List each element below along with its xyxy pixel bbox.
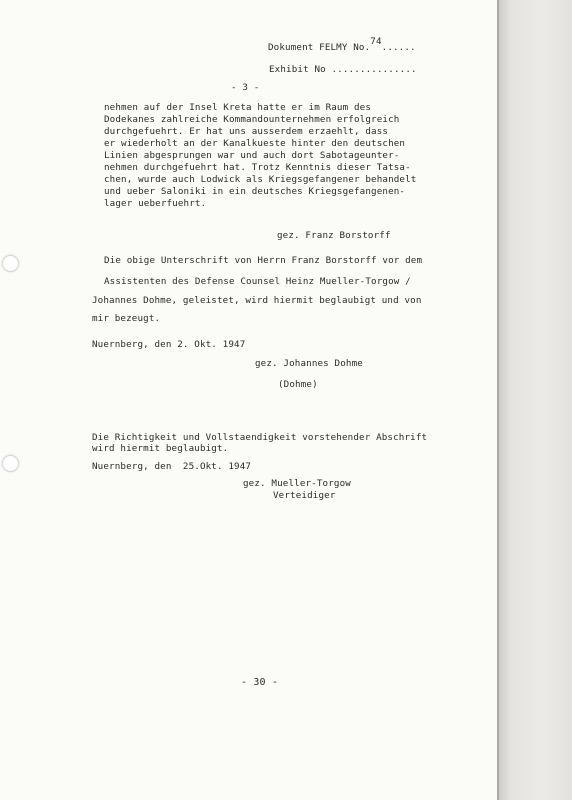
dokument-line [268,36,416,53]
body-line: nehmen durchgefuehrt hat. Trotz Kenntnis dieser Tatsa- [104,162,411,173]
body-line: Dodekanes zahlreiche Kommandounternehmen erfolgreich [104,114,400,125]
certification-line: Die obige Unterschrift von Herrn Franz Borstorff vor dem [104,255,423,266]
body-line: Linien abgesprungen war und auch dort Sabotageunter- [104,150,400,161]
page-edge-shadow [497,0,572,800]
signature-dohme: gez. Johannes Dohme [255,358,363,369]
exhibit-line: Exhibit No ............... [269,64,417,75]
dokument-label: Dokument FELMY No. [268,42,371,53]
name-dohme: (Dohme) [278,379,318,390]
body-line: chen, wurde auch Lodwick als Kriegsgefangener behandelt [104,174,417,185]
body-line: lager ueberfuehrt. [104,198,207,209]
punch-hole-bottom [2,455,19,472]
place-date-2: Nuernberg, den 25.Okt. 1947 [92,461,252,472]
copy-certification-line: Die Richtigkeit und Vollstaendigkeit vorstehender Abschrift [92,432,428,443]
punch-hole-top [2,255,19,272]
signature-borstorff: gez. Franz Borstorff [277,230,391,241]
place-date-1: Nuernberg, den 2. Okt. 1947 [92,339,246,350]
dokument-dots: ...... [381,42,416,53]
dokument-number: 74 [370,36,382,47]
page-number-bottom: - 30 - [241,677,279,688]
role-mueller: Verteidiger [273,490,336,501]
page-edge-line [497,0,499,800]
body-line: nehmen auf der Insel Kreta hatte er im Raum des [104,102,372,113]
certification-line: mir bezeugt. [92,313,161,324]
body-line: er wiederholt an der Kanalkueste hinter den deutschen [104,138,406,149]
certification-line: Johannes Dohme, geleistet, wird hiermit beglaubigt und von [92,295,422,306]
body-line: und ueber Saloniki in ein deutsches Kriegsgefangenen- [104,186,406,197]
signature-mueller: gez. Mueller-Torgow [243,478,351,489]
certification-line: Assistenten des Defense Counsel Heinz Mueller-Torgow / [104,276,411,287]
copy-certification-line: wird hiermit beglaubigt. [92,443,229,454]
body-line: durchgefuehrt. Er hat uns ausserdem erzaehlt, dass [104,126,389,137]
page-number-top: - 3 - [231,82,260,93]
